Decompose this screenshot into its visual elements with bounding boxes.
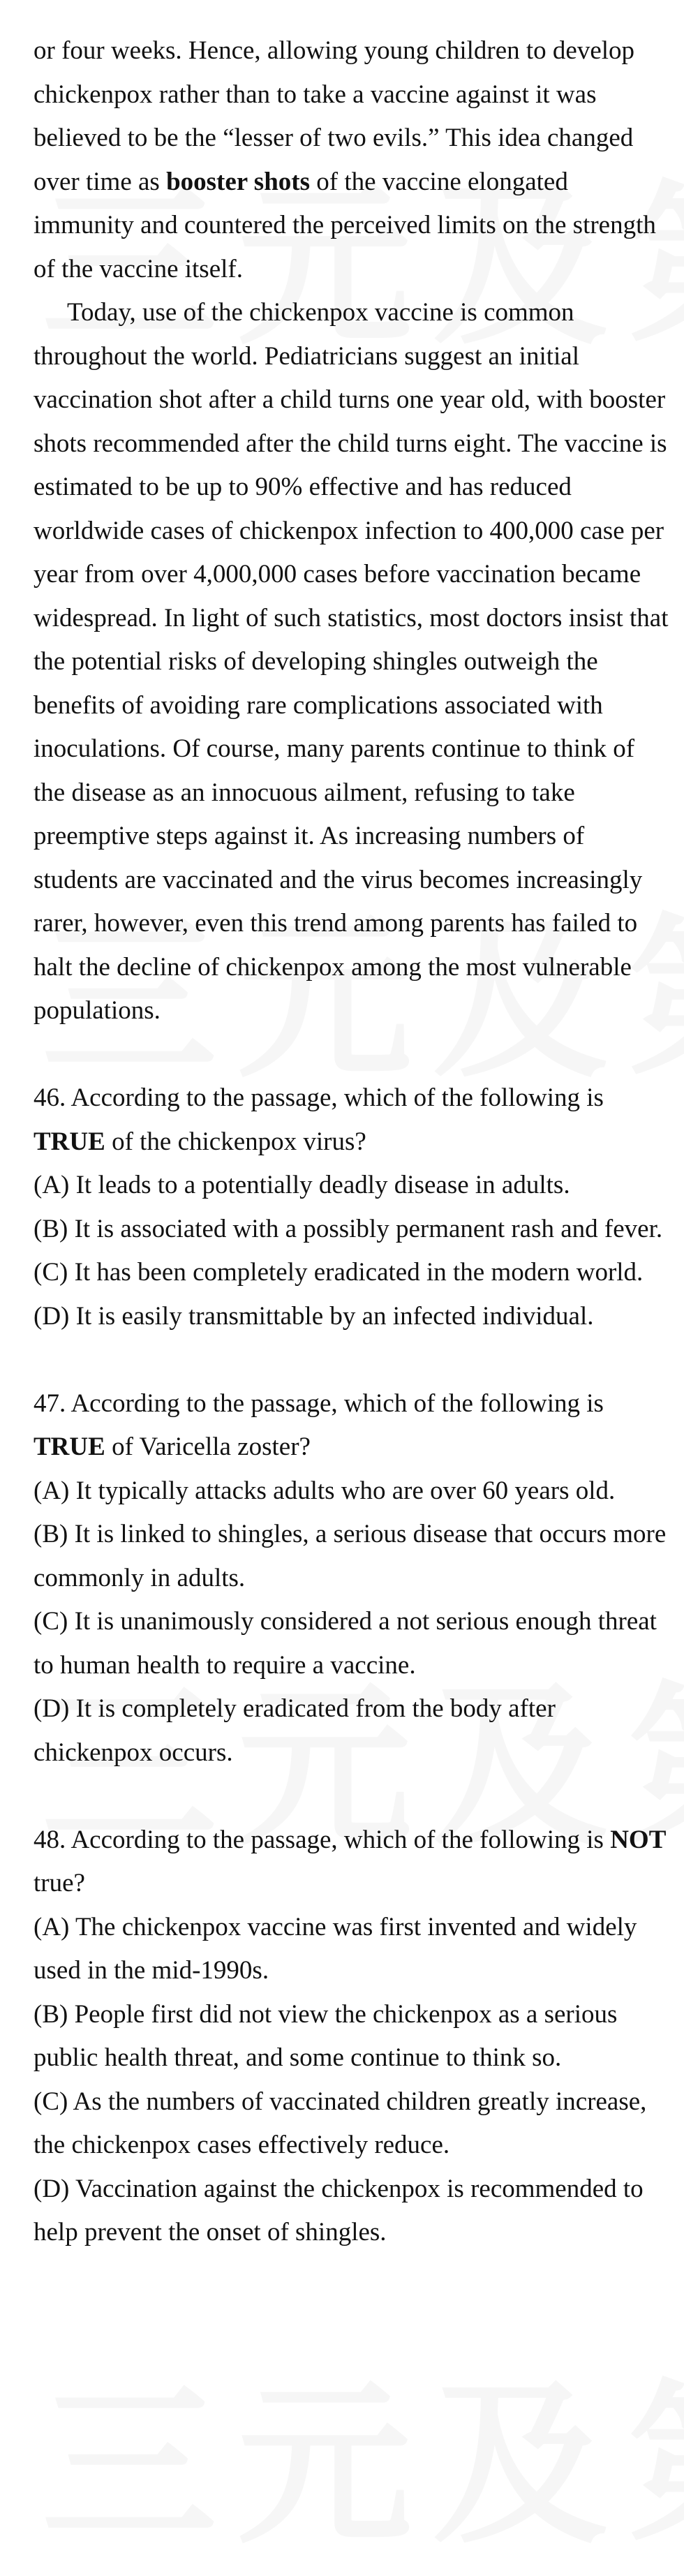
passage-text: or four weeks. Hence, allowing young children to develop chickenpox rather than to take a vaccine against it was believed to be the “lesser of two evils.” This idea changed over time as bbox=[34, 36, 635, 196]
question-48 bbox=[34, 1819, 669, 2255]
passage-paragraph-2: Today, use of the chickenpox vaccine is common throughout the world. Pediatricians suggest an initial vaccination shot after a child turns one year old, with booster shots recommended after the child turns eight. The vaccine is estimated to be up to 90% effective and has reduced worldwide cases of chickenpox infection to 400,000 case per year from over 4,000,000 cases before vaccination became widespread. In light of such statistics, most doctors insist that the potential risks of developing shingles outweigh the benefits of avoiding rare complications associated with inoculations. Of course, many parents continue to think of the disease as an innocuous ailment, refusing to take preemptive steps against it. As increasing numbers of students are vaccinated and the virus becomes increasingly rarer, however, even this trend among parents has failed to halt the decline of chickenpox among the most vulnerable populations. bbox=[34, 298, 669, 1025]
question-stem-text: of the chickenpox virus? bbox=[105, 1127, 366, 1156]
answer-option-d: (D) It is completely eradicated from the body after chickenpox occurs. bbox=[34, 1694, 556, 1767]
passage-bold-term: booster shots bbox=[166, 167, 310, 196]
answer-option-a: (A) The chickenpox vaccine was first invented and widely used in the mid-1990s. bbox=[34, 1912, 637, 1985]
answer-option-c: (C) As the numbers of vaccinated children greatly increase, the chickenpox cases effectively reduce. bbox=[34, 2087, 647, 2159]
question-47 bbox=[34, 1382, 669, 1775]
question-stem-text: true? bbox=[34, 1869, 85, 1897]
question-stem bbox=[34, 1076, 669, 1164]
answer-option-c: (C) It is unanimously considered a not serious enough threat to human health to require a vaccine. bbox=[34, 1607, 657, 1680]
spacer bbox=[34, 1775, 669, 1819]
question-stem-emphasis: NOT bbox=[610, 1825, 667, 1854]
passage-paragraph-1 bbox=[34, 29, 669, 291]
spacer bbox=[34, 1033, 669, 1077]
answer-option-b: (B) People first did not view the chickenpox as a serious public health threat, and some continue to think so. bbox=[34, 1999, 618, 2072]
question-stem-text: of Varicella zoster? bbox=[105, 1433, 311, 1461]
question-stem bbox=[34, 1382, 669, 1470]
answer-option-d: (D) Vaccination against the chickenpox is recommended to help prevent the onset of shingles. bbox=[34, 2174, 644, 2246]
answer-option-a: (A) It leads to a potentially deadly disease in adults. bbox=[34, 1171, 570, 1199]
answer-option-d: (D) It is easily transmittable by an infected individual. bbox=[34, 1301, 594, 1331]
spacer bbox=[34, 1338, 669, 1382]
question-46 bbox=[34, 1076, 669, 1338]
question-stem-text: 48. According to the passage, which of the following is bbox=[34, 1825, 611, 1854]
question-stem bbox=[34, 1819, 669, 1906]
answer-option-b: (B) It is associated with a possibly permanent rash and fever. bbox=[34, 1214, 663, 1243]
question-stem-emphasis: TRUE bbox=[34, 1433, 105, 1461]
question-stem-text: 46. According to the passage, which of the following is bbox=[34, 1083, 604, 1112]
passage-text: of the vaccine elongated immunity and countered the perceived limits on the strength of the vaccine itself. bbox=[34, 167, 656, 283]
question-stem-text: 47. According to the passage, which of the following is bbox=[34, 1389, 604, 1418]
answer-option-b: (B) It is linked to shingles, a serious disease that occurs more commonly in adults. bbox=[34, 1520, 667, 1592]
question-stem-emphasis: TRUE bbox=[34, 1127, 105, 1156]
answer-option-a: (A) It typically attacks adults who are over 60 years old. bbox=[34, 1476, 616, 1505]
answer-option-c: (C) It has been completely eradicated in the modern world. bbox=[34, 1258, 644, 1287]
